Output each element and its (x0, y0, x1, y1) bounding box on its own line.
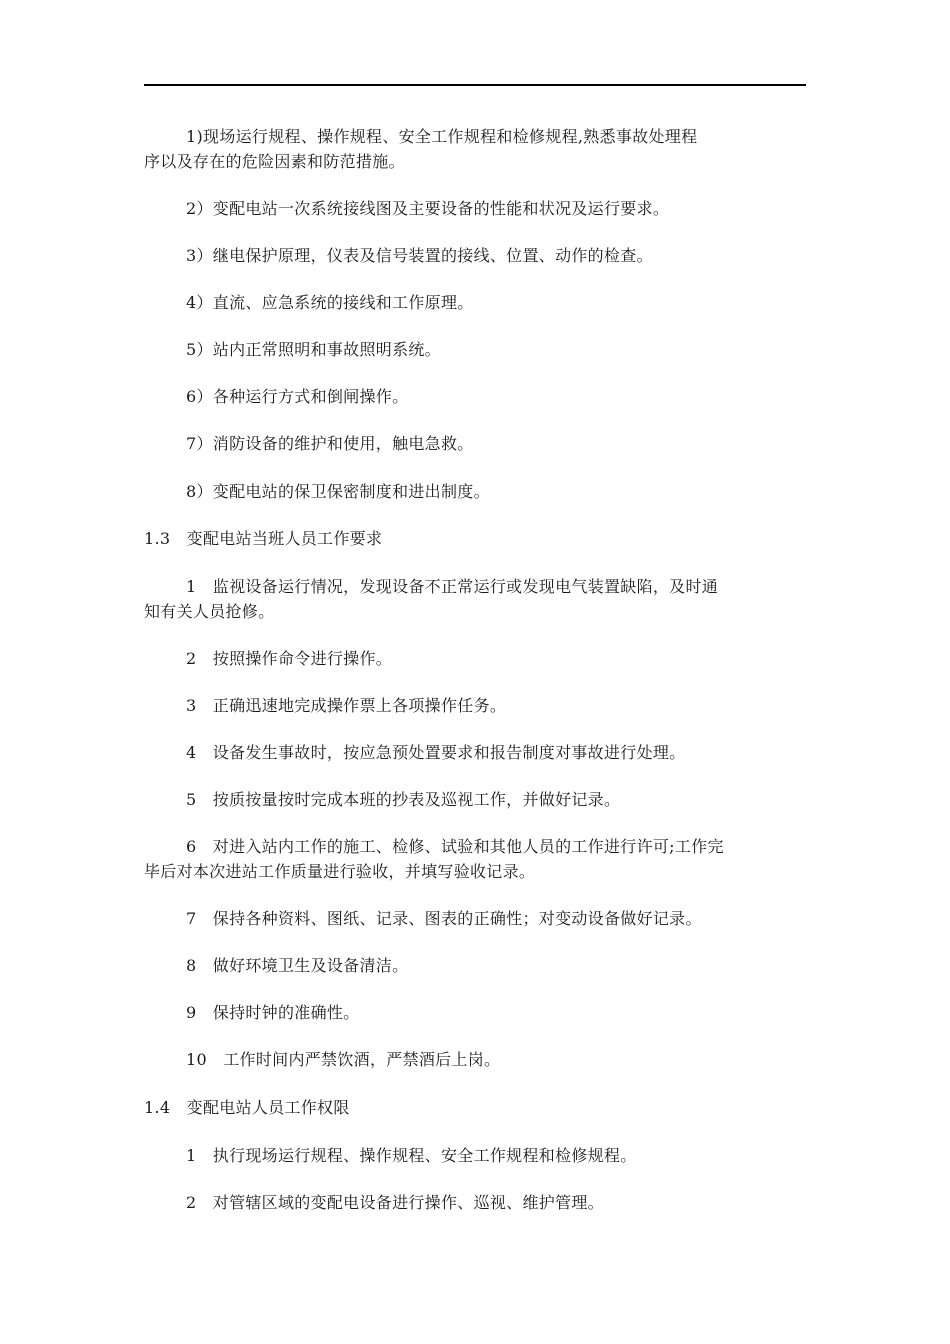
knowledge-item-6: 6）各种运行方式和倒闸操作。 (186, 387, 409, 406)
duty-item-1-cont: 知有关人员抢修。 (144, 602, 275, 621)
knowledge-item-1: 1)现场运行规程、操作规程、安全工作规程和检修规程,熟悉事故处理程 (186, 127, 698, 146)
knowledge-item-4: 4）直流、应急系统的接线和工作原理。 (186, 293, 474, 312)
duty-item-6: 6 对进入站内工作的施工、检修、试验和其他人员的工作进行许可;工作完 (186, 837, 724, 856)
duty-item-9: 9 保持时钟的准确性。 (186, 1003, 360, 1022)
knowledge-item-3: 3）继电保护原理，仪表及信号装置的接线、位置、动作的检查。 (186, 246, 653, 265)
section-heading-1-4: 1.4 变配电站人员工作权限 (144, 1098, 350, 1117)
duty-item-4: 4 设备发生事故时，按应急预处置要求和报告制度对事故进行处理。 (186, 743, 686, 762)
duty-item-1: 1 监视设备运行情况，发现设备不正常运行或发现电气装置缺陷，及时通 (186, 577, 719, 596)
knowledge-item-2: 2）变配电站一次系统接线图及主要设备的性能和状况及运行要求。 (186, 199, 670, 218)
duty-item-6-cont: 毕后对本次进站工作质量进行验收，并填写验收记录。 (144, 862, 536, 881)
authority-item-1: 1 执行现场运行规程、操作规程、安全工作规程和检修规程。 (186, 1146, 637, 1165)
knowledge-item-1-cont: 序以及存在的危险因素和防范措施。 (144, 152, 405, 171)
knowledge-item-7: 7）消防设备的维护和使用，触电急救。 (186, 434, 474, 453)
duty-item-8: 8 做好环境卫生及设备清洁。 (186, 956, 409, 975)
knowledge-item-5: 5）站内正常照明和事故照明系统。 (186, 340, 441, 359)
header-rule (144, 84, 806, 86)
authority-item-2: 2 对管辖区域的变配电设备进行操作、巡视、维护管理。 (186, 1193, 604, 1212)
section-heading-1-3: 1.3 变配电站当班人员工作要求 (144, 529, 383, 548)
duty-item-5: 5 按质按量按时完成本班的抄表及巡视工作，并做好记录。 (186, 790, 621, 809)
duty-item-2: 2 按照操作命令进行操作。 (186, 649, 393, 668)
knowledge-item-8: 8）变配电站的保卫保密制度和进出制度。 (186, 482, 490, 501)
duty-item-7: 7 保持各种资料、图纸、记录、图表的正确性；对变动设备做好记录。 (186, 909, 702, 928)
duty-item-3: 3 正确迅速地完成操作票上各项操作任务。 (186, 696, 507, 715)
duty-item-10: 10 工作时间内严禁饮酒，严禁酒后上岗。 (186, 1050, 501, 1069)
